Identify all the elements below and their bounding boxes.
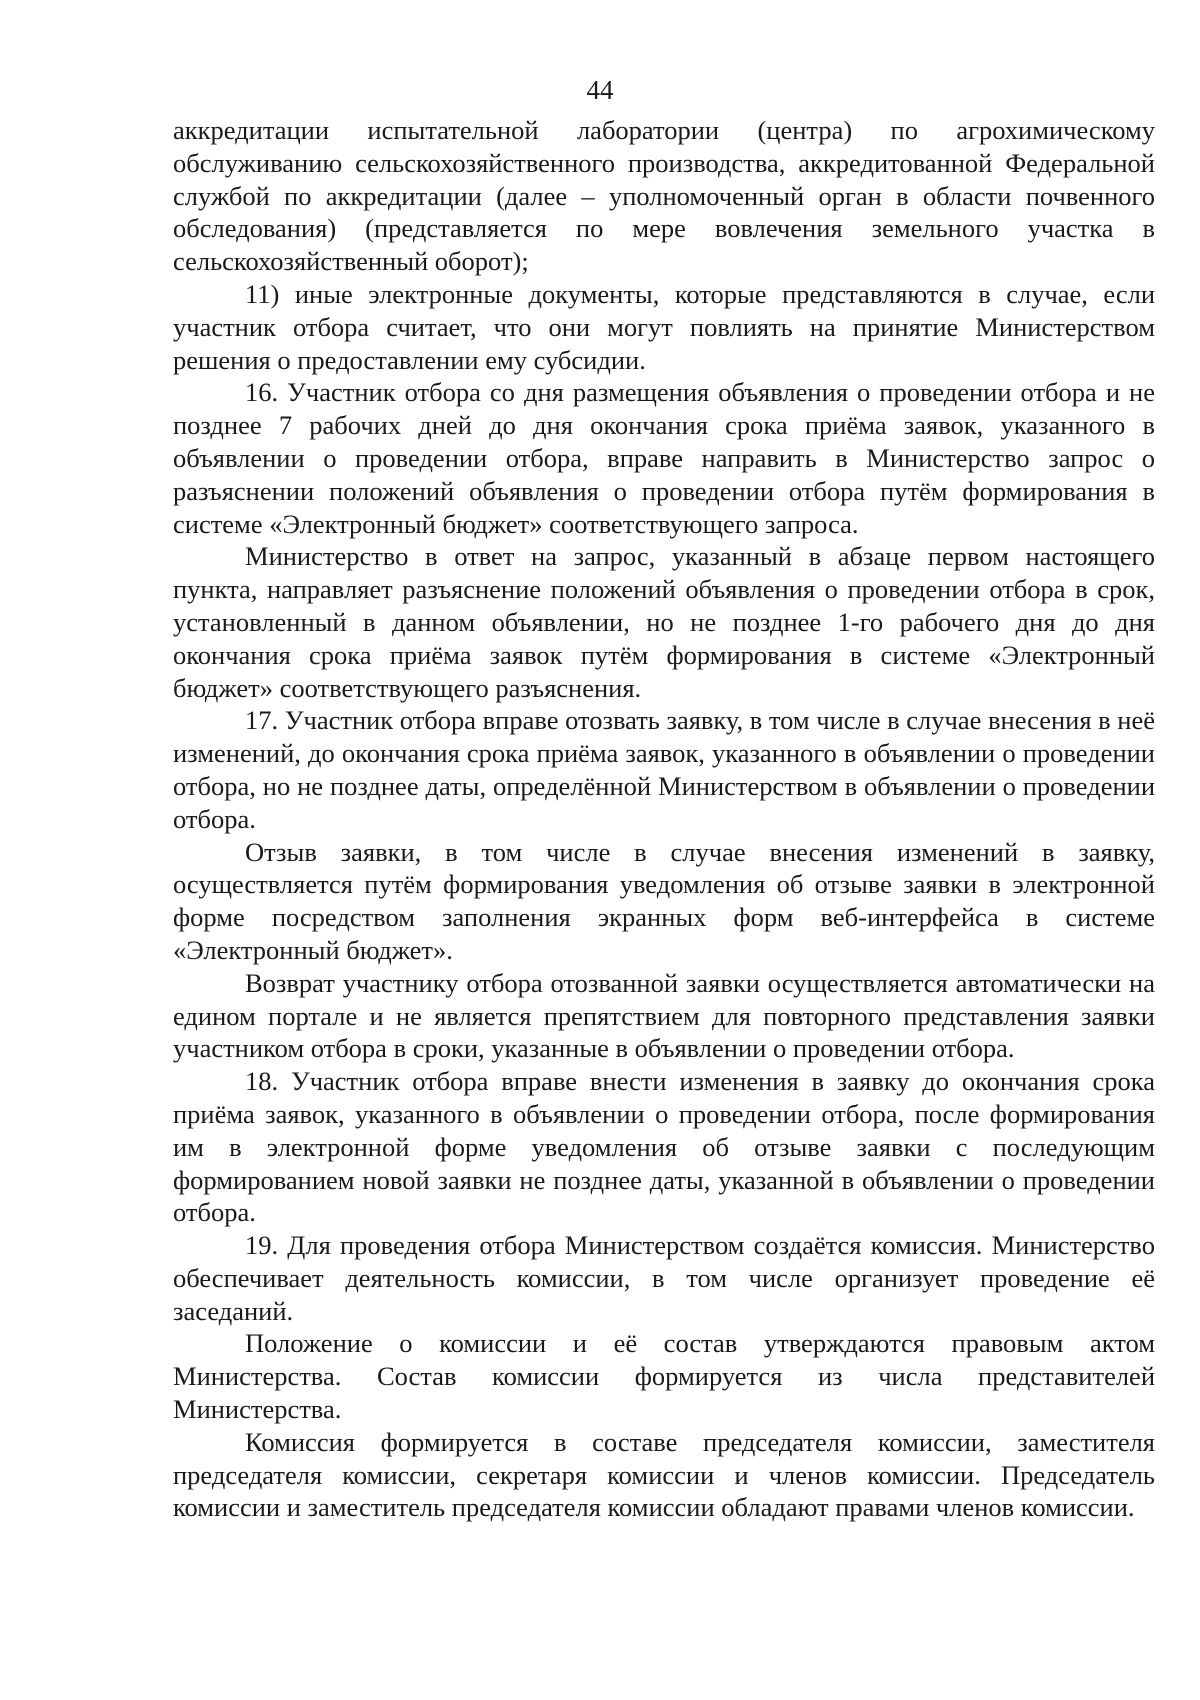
paragraph-item-11: 11) иные электронные документы, которые представляются в случае, если участник отбора считает, что они могут повлиять на принятие Министерством решения о предоставлении ему субсидии.	[173, 278, 1155, 375]
paragraph-clause-17-return: Возврат участнику отбора отозванной заявки осуществляется автоматически на едином портале и не является препятствием для повторного представления заявки участником отбора в сроки, указанные в объявлении о проведении отбора.	[173, 967, 1155, 1064]
paragraph-clause-19-composition: Комиссия формируется в составе председателя комиссии, заместителя председателя комиссии, секретаря комиссии и членов комиссии. Председатель комиссии и заместитель председателя комиссии обладают правами членов комиссии.	[173, 1426, 1155, 1523]
document-body	[173, 114, 1155, 1524]
paragraph-clause-19-regulation: Положение о комиссии и её состав утверждаются правовым актом Министерства. Состав комиссии формируется из числа представителей Министерства.	[173, 1328, 1155, 1425]
paragraph-clause-17-withdrawal: Отзыв заявки, в том числе в случае внесения изменений в заявку, осуществляется путём формирования уведомления об отзыве заявки в электронной форме посредством заполнения экранных форм веб-интерфейса в системе «Электронный бюджет».	[173, 836, 1155, 965]
paragraph-clause-18: 18. Участник отбора вправе внести изменения в заявку до окончания срока приёма заявок, указанного в объявлении о проведении отбора, после формирования им в электронной форме уведомления об отзыве заявки с последующим формированием новой заявки не позднее даты, указанной в объявлении о проведении отбора.	[173, 1066, 1155, 1228]
paragraph-clause-16: 16. Участник отбора со дня размещения объявления о проведении отбора и не позднее 7 рабочих дней до дня окончания срока приёма заявок, указанного в объявлении о проведении отбора, вправе направить в Министерство запрос о разъяснении положений объявления о проведении отбора путём формирования в системе «Электронный бюджет» соответствующего запроса.	[173, 377, 1155, 539]
paragraph-accreditation-continuation: аккредитации испытательной лаборатории (центра) по агрохимическому обслуживанию сельскохозяйственного производства, аккредитованной Федеральной службой по аккредитации (далее – уполномоченный орган в области почвенного обследования) (представляется по мере вовлечения земельного участка в сельскохозяйственный оборот);	[173, 115, 1155, 277]
paragraph-clause-17: 17. Участник отбора вправе отозвать заявку, в том числе в случае внесения в неё изменений, до окончания срока приёма заявок, указанного в объявлении о проведении отбора, но не позднее даты, определённой Министерством в объявлении о проведении отбора.	[173, 705, 1155, 834]
page-number: 44	[586, 75, 614, 105]
paragraph-clause-19: 19. Для проведения отбора Министерством создаётся комиссия. Министерство обеспечивает деятельность комиссии, в том числе организует проведение её заседаний.	[173, 1230, 1155, 1326]
paragraph-clause-16-response: Министерство в ответ на запрос, указанный в абзаце первом настоящего пункта, направляет разъяснение положений объявления о проведении отбора в срок, установленный в данном объявлении, но не позднее 1-го рабочего дня до дня окончания срока приёма заявок путём формирования в системе «Электронный бюджет» соответствующего разъяснения.	[173, 541, 1155, 703]
